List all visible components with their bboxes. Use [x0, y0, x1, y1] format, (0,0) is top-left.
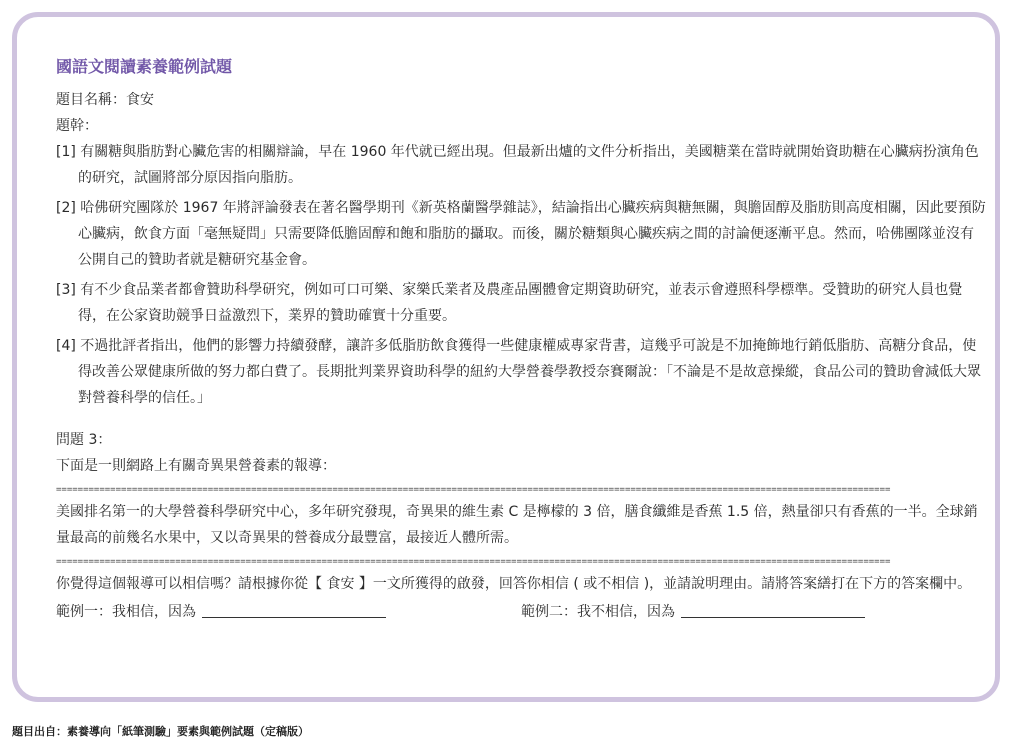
example-two	[521, 599, 986, 625]
separator-top: ==========================================================================================================================================================	[56, 485, 891, 495]
article-text: 美國排名第一的大學營養科學研究中心，多年研究發現，奇異果的維生素 C 是檸檬的 3 倍，膳食纖維是香蕉 1.5 倍，熱量卻只有香蕉的一半。全球銷量最高的前幾名水果中，又以奇異果的營養成分最豐富，最接近人體所需。	[56, 504, 978, 546]
card-content	[56, 55, 986, 625]
example-two-label: 範例二：我不相信，因為	[521, 604, 675, 620]
question-prompt: 你覺得這個報導可以相信嗎？請根據你從【 食安 】一文所獲得的啟發，回答你相信 ( 或不相信 )，並請說明理由。請將答案繕打在下方的答案欄中。	[56, 576, 972, 592]
topic-line: 題目名稱：食安	[56, 92, 154, 108]
answer-blank-two[interactable]	[681, 600, 865, 618]
stem-label: 題幹：	[56, 118, 98, 134]
example-one-label: 範例一：我相信，因為	[56, 604, 196, 620]
paragraph-3: [3] 有不少食品業者都會贊助科學研究，例如可口可樂、家樂氏業者及農產品團體會定期資助研究，並表示會遵照科學標準。受贊助的研究人員也覺得，在公家資助競爭日益激烈下，業界的贊助確實十分重要。	[56, 282, 963, 324]
answer-blank-one[interactable]	[202, 600, 386, 618]
example-one	[56, 599, 521, 625]
page-title: 國語文閱讀素養範例試題	[56, 57, 233, 76]
question-intro: 下面是一則網路上有關奇異果營養素的報導：	[56, 458, 336, 474]
answer-examples	[56, 599, 986, 625]
question-card	[12, 12, 1000, 702]
question-label: 問題 3：	[56, 432, 112, 448]
paragraph-1: [1] 有關糖與脂肪對心臟危害的相關辯論，早在 1960 年代就已經出現。但最新出爐的文件分析指出，美國糖業在當時就開始資助糖在心臟病扮演角色的研究，試圖將部分原因指向脂肪。	[56, 144, 979, 186]
paragraph-2: [2] 哈佛研究團隊於 1967 年將評論發表在著名醫學期刊《新英格蘭醫學雜誌》，結論指出心臟疾病與糖無關，與膽固醇及脂肪則高度相關，因此要預防心臟病，飲食方面「毫無疑問」只需要降低膽固醇和飽和脂肪的攝取。而後，關於糖類與心臟疾病之間的討論便逐漸平息。然而，哈佛團隊並沒有公開自己的贊助者就是糖研究基金會。	[56, 200, 986, 268]
separator-bottom: ==========================================================================================================================================================	[56, 557, 891, 567]
spacer	[56, 415, 986, 427]
source-footer: 題目出自：素養導向「紙筆測驗」要素與範例試題（定稿版）	[12, 725, 309, 738]
paragraph-4: [4] 不過批評者指出，他們的影響力持續發酵，讓許多低脂肪飲食獲得一些健康權威專家背書，這幾乎可說是不加掩飾地行銷低脂肪、高糖分食品，使得改善公眾健康所做的努力都白費了。長期批判業界資助科學的紐約大學營養學教授奈賽爾說：「不論是不是故意操縱，食品公司的贊助會減低大眾對營養科學的信任。」	[56, 338, 981, 406]
